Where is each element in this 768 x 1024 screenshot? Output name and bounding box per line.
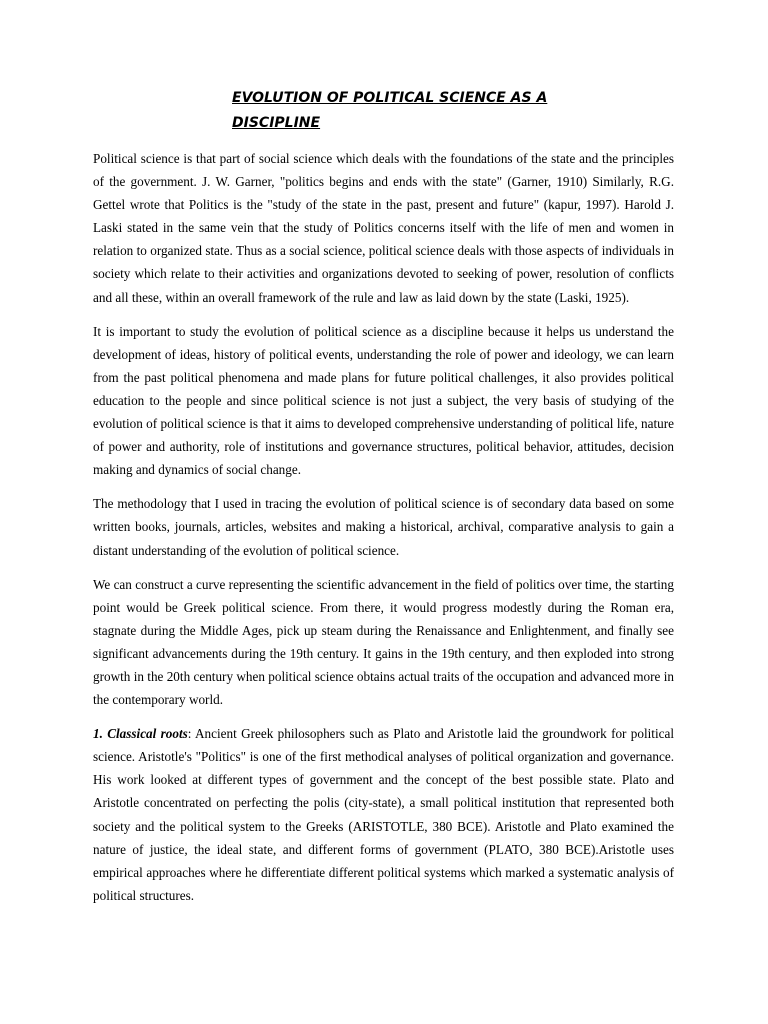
paragraph-text: : Ancient Greek philosophers such as Plato and Aristotle laid the groundwork for political science. Aristotle's "Politics" is one of the first methodical analyses of political organization and governance. His work looked at different types of government and the concept of the best possible state. Plato and Aristotle concentrated on perfecting the polis (city-state), a small political institution that represented both society and the political system to the Greeks (ARISTOTLE, 380 BCE). Aristotle and Plato examined the nature of justice, the ideal state, and different forms of government (PLATO, 380 BCE).Aristotle uses empirical approaches where he differentiate different political systems which marked a systematic analysis of political structures. [93, 726, 674, 903]
document-title: EVOLUTION OF POLITICAL SCIENCE AS A DISCIPLINE [232, 90, 548, 131]
paragraph-text: The methodology that I used in tracing the evolution of political science is of secondary data based on some written books, journals, articles, websites and making a historical, archival, comparative analysis to gain a distant understanding of the evolution of political science. [93, 496, 674, 558]
paragraph-text: It is important to study the evolution of political science as a discipline because it helps us understand the development of ideas, history of political events, understanding the role of power and ideology, we can learn from the past political phenomena and made plans for future political challenges, it also provides political education to the people and since political science is not just a subject, the very basis of studying of the evolution of political science is that it aims to developed comprehensive understanding of political life, nature of power and authority, role of institutions and governance structures, political behavior, attitudes, decision making and dynamics of social change. [93, 323, 674, 478]
paragraph-text: We can construct a curve representing the scientific advancement in the field of politics over time, the starting point would be Greek political science. From there, it would progress modestly during the Roman era, stagnate during the Middle Ages, pick up steam during the Renaissance and Enlightenment, and finally see significant advancements during the 19th century. It gains in the 19th century, and then exploded into strong growth in the 20th century when political science obtains actual traits of the occupation and advanced more in the contemporary world. [93, 576, 674, 708]
paragraph-importance [93, 320, 674, 482]
paragraph-introduction [93, 147, 674, 309]
document-body [93, 147, 674, 918]
paragraph-advancement-curve [93, 573, 674, 712]
paragraph-lead-heading: 1. Classical roots [93, 726, 188, 742]
paragraph-methodology [93, 492, 674, 561]
paragraph-classical-roots [93, 722, 674, 907]
paragraph-text: Political science is that part of social science which deals with the foundations of the state and the principles of the government. J. W. Garner, "politics begins and ends with the state" (Garner, 1910) Similarly, R.G. Gettel wrote that Politics is the "study of the state in the past, present and future" (kapur, 1997). Harold J. Laski stated in the same vein that the study of Politics concerns itself with the life of men and women in relation to organized state. Thus as a social science, political science deals with those aspects of individuals in society which relate to their activities and organizations devoted to seeking of power, resolution of conflicts and all these, within an overall framework of the rule and law as laid down by the state (Laski, 1925). [93, 151, 674, 305]
